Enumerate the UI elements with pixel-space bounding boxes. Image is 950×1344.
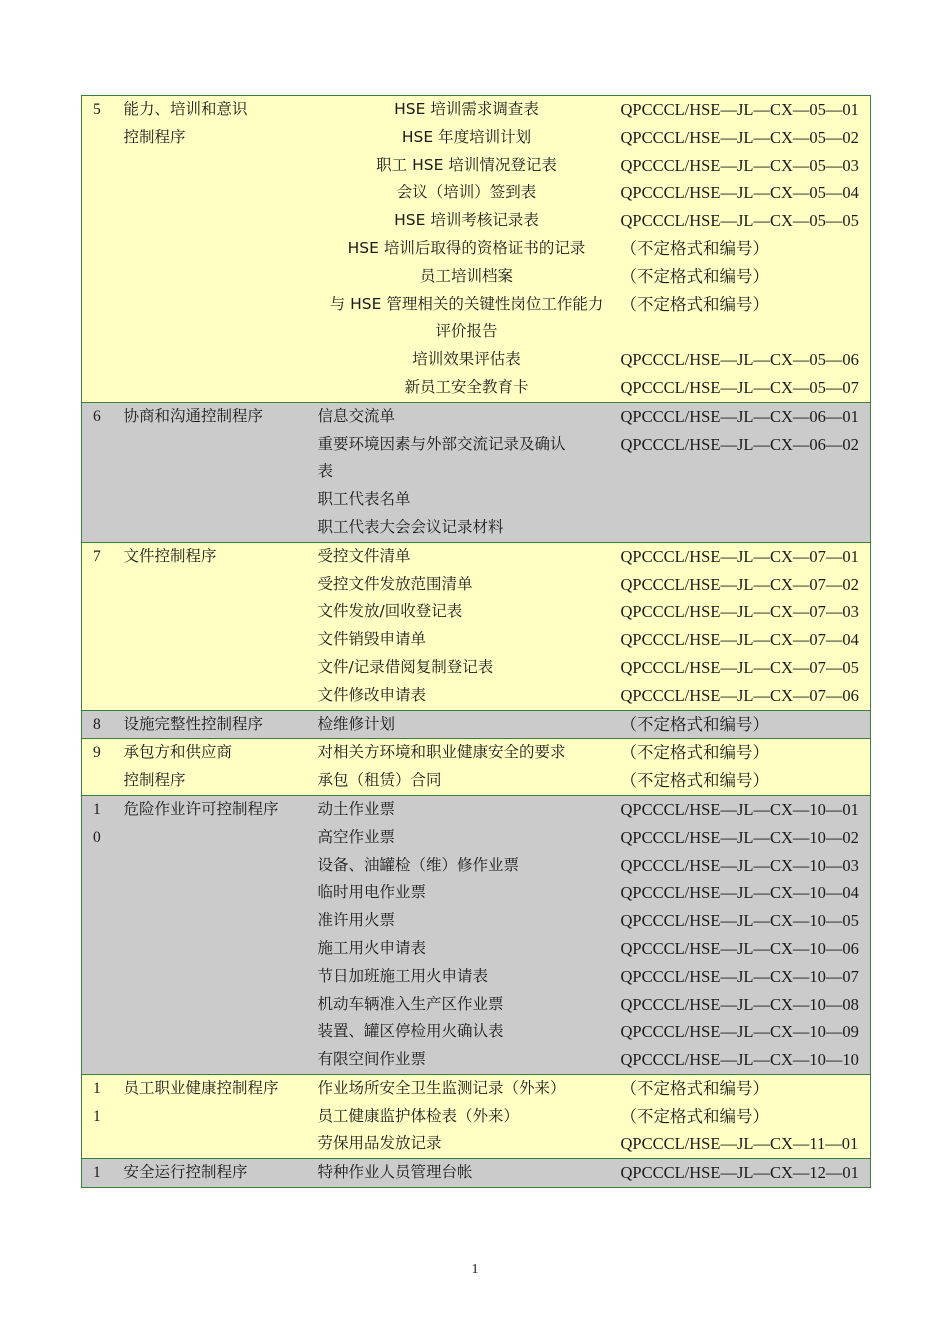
record-list-table — [81, 95, 871, 1188]
record-name: 职工代表大会会议记录材料 — [317, 517, 504, 536]
item-number-cell — [82, 1130, 122, 1158]
item-number-cell — [82, 1159, 122, 1188]
table-row — [82, 124, 871, 152]
table-row — [82, 1103, 871, 1131]
record-code: QPCCCL/HSE—JL—CX—10—04 — [620, 883, 859, 903]
item-number-cell — [82, 458, 122, 486]
item-number-cell — [82, 598, 122, 626]
record-code-cell — [619, 710, 871, 739]
table-row — [82, 852, 871, 880]
procedure-name: 文件控制程序 — [123, 546, 217, 565]
record-name-cell — [315, 402, 619, 430]
table-row — [82, 514, 871, 542]
record-name-cell — [315, 907, 619, 935]
record-name: HSE 年度培训计划 — [401, 127, 532, 146]
procedure-cell — [122, 486, 315, 514]
procedure-cell — [122, 767, 315, 795]
record-code-cell — [619, 1103, 871, 1131]
record-code-cell — [619, 346, 871, 374]
item-number-cell — [82, 542, 122, 570]
item-number-cell — [82, 963, 122, 991]
record-code: QPCCCL/HSE—JL—CX—05—04 — [620, 183, 859, 203]
table-row — [82, 739, 871, 767]
procedure-cell — [122, 963, 315, 991]
item-number-cell — [82, 124, 122, 152]
record-code: QPCCCL/HSE—JL—CX—05—03 — [620, 155, 859, 175]
record-code-cell — [619, 626, 871, 654]
record-code: QPCCCL/HSE—JL—CX—10—09 — [620, 1022, 859, 1042]
record-code-cell — [619, 598, 871, 626]
item-number-cell — [82, 654, 122, 682]
procedure-cell — [122, 626, 315, 654]
record-code-cell — [619, 235, 871, 263]
item-number-cell — [82, 991, 122, 1019]
record-name: 员工健康监护体检表（外来） — [317, 1106, 520, 1125]
table-row — [82, 318, 871, 346]
table-row — [82, 402, 871, 430]
record-name-cell — [315, 963, 619, 991]
procedure-cell — [122, 879, 315, 907]
record-code-cell — [619, 1046, 871, 1074]
item-number-cell — [82, 263, 122, 291]
record-code: （不定格式和编号） — [620, 266, 769, 286]
procedure-cell — [122, 907, 315, 935]
record-code-cell — [619, 374, 871, 402]
record-name-cell — [315, 991, 619, 1019]
procedure-cell — [122, 571, 315, 599]
record-code-cell — [619, 1159, 871, 1188]
procedure-cell — [122, 318, 315, 346]
record-name: 文件修改申请表 — [317, 685, 427, 704]
record-name: 劳保用品发放记录 — [317, 1134, 442, 1153]
table-row — [82, 1046, 871, 1074]
record-code: （不定格式和编号） — [620, 294, 769, 314]
record-code: （不定格式和编号） — [620, 771, 769, 791]
record-code — [621, 486, 871, 514]
procedure-cell — [122, 1103, 315, 1131]
table-row — [82, 179, 871, 207]
record-code-cell — [619, 291, 871, 319]
record-code-cell — [619, 96, 871, 124]
table-row — [82, 96, 871, 124]
record-code-cell — [619, 542, 871, 570]
table-row — [82, 291, 871, 319]
table-row — [82, 235, 871, 263]
record-name: 受控文件发放范围清单 — [317, 574, 473, 593]
record-name-cell — [315, 767, 619, 795]
record-name-cell — [315, 682, 619, 710]
procedure-name: 员工职业健康控制程序 — [123, 1078, 279, 1097]
record-name-cell — [315, 152, 619, 180]
record-code-cell — [619, 571, 871, 599]
procedure-cell — [122, 852, 315, 880]
table-row — [82, 907, 871, 935]
record-code-cell — [619, 458, 871, 486]
record-name-cell — [315, 179, 619, 207]
procedure-cell — [122, 654, 315, 682]
record-code: QPCCCL/HSE—JL—CX—10—02 — [620, 827, 859, 847]
procedure-cell — [122, 346, 315, 374]
item-number-cell — [82, 1046, 122, 1074]
record-name-cell — [315, 1046, 619, 1074]
record-name: 高空作业票 — [317, 827, 396, 846]
record-name-cell — [315, 879, 619, 907]
record-name-cell — [315, 318, 619, 346]
record-code: QPCCCL/HSE—JL—CX—10—08 — [620, 994, 859, 1014]
table-row — [82, 682, 871, 710]
item-number-cell — [82, 1074, 122, 1102]
record-name: 文件销毁申请单 — [317, 630, 427, 649]
table-row — [82, 346, 871, 374]
record-name-cell — [315, 124, 619, 152]
item-number-cell — [82, 207, 122, 235]
record-code-cell — [619, 654, 871, 682]
record-code: （不定格式和编号） — [620, 743, 769, 763]
procedure-cell — [122, 795, 315, 823]
record-name: 作业场所安全卫生监测记录（外来） — [317, 1078, 566, 1097]
record-code-cell — [619, 935, 871, 963]
item-number: 5 — [93, 101, 101, 118]
record-code-cell — [619, 402, 871, 430]
procedure-name: 能力、培训和意识 — [123, 100, 248, 118]
record-name-cell — [315, 235, 619, 263]
record-code: QPCCCL/HSE—JL—CX—10—05 — [620, 911, 859, 931]
item-number: 8 — [93, 715, 101, 733]
item-number-cell — [82, 739, 122, 767]
record-name-cell — [315, 291, 619, 319]
procedure-cell — [122, 207, 315, 235]
record-name-cell — [315, 571, 619, 599]
procedure-cell — [122, 374, 315, 402]
record-code-cell — [619, 1018, 871, 1046]
record-name: 评价报告 — [435, 322, 498, 341]
record-code: QPCCCL/HSE—JL—CX—10—06 — [620, 938, 859, 958]
item-number-cell — [82, 1103, 122, 1131]
procedure-cell — [122, 291, 315, 319]
table-row — [82, 1074, 871, 1102]
procedure-cell — [122, 235, 315, 263]
record-name: 与 HSE 管理相关的关键性岗位工作能力 — [329, 294, 604, 313]
table-body — [82, 96, 871, 1188]
record-name: 新员工安全教育卡 — [404, 377, 529, 396]
record-name-cell — [315, 935, 619, 963]
record-name: 会议（培训）签到表 — [396, 183, 537, 202]
procedure-cell — [122, 1159, 315, 1188]
record-name: 检维修计划 — [317, 714, 396, 733]
record-code: QPCCCL/HSE—JL—CX—05—07 — [620, 377, 859, 397]
table-row — [82, 263, 871, 291]
record-name-cell — [315, 795, 619, 823]
procedure-cell — [122, 179, 315, 207]
procedure-cell — [122, 542, 315, 570]
table-row — [82, 431, 871, 459]
record-code: （不定格式和编号） — [620, 714, 769, 734]
record-code: QPCCCL/HSE—JL—CX—05—06 — [620, 350, 859, 370]
record-code: QPCCCL/HSE—JL—CX—07—04 — [620, 630, 859, 650]
procedure-cell — [122, 598, 315, 626]
record-name: HSE 培训后取得的资格证书的记录 — [347, 238, 586, 257]
record-name: 特种作业人员管理台帐 — [317, 1163, 473, 1182]
table-row — [82, 1130, 871, 1158]
record-name-cell — [315, 1018, 619, 1046]
procedure-cell — [122, 263, 315, 291]
procedure-name: 危险作业许可控制程序 — [123, 799, 279, 818]
record-code: QPCCCL/HSE—JL—CX—12—01 — [620, 1163, 859, 1183]
record-name-cell — [315, 486, 619, 514]
table-row — [82, 571, 871, 599]
record-code-cell — [619, 879, 871, 907]
table-row — [82, 458, 871, 486]
procedure-cell — [122, 824, 315, 852]
procedure-cell — [122, 124, 315, 152]
table-row — [82, 626, 871, 654]
record-code-cell — [619, 1130, 871, 1158]
item-number-cell — [82, 626, 122, 654]
table-row — [82, 767, 871, 795]
record-name: 信息交流单 — [317, 406, 396, 425]
item-number: 9 — [93, 744, 101, 762]
record-code: QPCCCL/HSE—JL—CX—10—01 — [620, 799, 859, 819]
record-name: 动土作业票 — [317, 799, 396, 818]
record-name: 职工 HSE 培训情况登记表 — [376, 155, 557, 174]
record-code-cell — [619, 207, 871, 235]
record-name-cell — [315, 1074, 619, 1102]
record-name: 重要环境因素与外部交流记录及确认 — [317, 434, 566, 453]
record-code: （不定格式和编号） — [620, 238, 769, 258]
procedure-cell — [122, 710, 315, 739]
item-number: 7 — [93, 547, 101, 565]
record-name: 员工培训档案 — [419, 266, 513, 285]
item-number-cell — [82, 152, 122, 180]
procedure-name: 承包方和供应商 — [123, 743, 233, 762]
record-code: （不定格式和编号） — [620, 1078, 769, 1098]
item-number-cell — [82, 795, 122, 823]
record-name-cell — [315, 207, 619, 235]
item-number-cell — [82, 96, 122, 124]
record-name: 设备、油罐检（维）修作业票 — [317, 855, 520, 874]
record-code: QPCCCL/HSE—JL—CX—07—05 — [620, 657, 859, 677]
record-name-cell — [315, 458, 619, 486]
item-number: 1 — [93, 1079, 101, 1097]
table-row — [82, 1018, 871, 1046]
record-code: QPCCCL/HSE—JL—CX—07—02 — [620, 574, 859, 594]
record-name: 准许用火票 — [317, 911, 396, 930]
record-name: 文件/记录借阅复制登记表 — [317, 657, 494, 676]
item-number: 1 — [93, 1164, 101, 1182]
item-number-cell — [82, 374, 122, 402]
record-name-cell — [315, 654, 619, 682]
item-number-cell — [82, 682, 122, 710]
record-name-cell — [315, 374, 619, 402]
record-name: 承包（租赁）合同 — [317, 771, 442, 790]
table-row — [82, 207, 871, 235]
record-code-cell — [619, 824, 871, 852]
table-row — [82, 542, 871, 570]
item-number-cell — [82, 935, 122, 963]
record-code-cell — [619, 124, 871, 152]
record-name-cell — [315, 431, 619, 459]
record-name-cell — [315, 1130, 619, 1158]
table-row — [82, 374, 871, 402]
item-number-cell — [82, 879, 122, 907]
table-row — [82, 710, 871, 739]
record-name: 施工用火申请表 — [317, 938, 427, 957]
table-row — [82, 935, 871, 963]
item-number-cell — [82, 486, 122, 514]
item-number-cell — [82, 571, 122, 599]
table-row — [82, 1159, 871, 1188]
procedure-cell — [122, 1130, 315, 1158]
record-code: （不定格式和编号） — [620, 1106, 769, 1126]
record-name: 装置、罐区停检用火确认表 — [317, 1022, 504, 1041]
item-number-cell — [82, 1018, 122, 1046]
record-name-cell — [315, 626, 619, 654]
record-name: HSE 培训需求调查表 — [394, 100, 539, 118]
item-number-cell — [82, 767, 122, 795]
record-code-cell — [619, 991, 871, 1019]
record-name-cell — [315, 263, 619, 291]
record-name-cell — [315, 598, 619, 626]
table-row — [82, 598, 871, 626]
record-code: QPCCCL/HSE—JL—CX—10—03 — [620, 855, 859, 875]
record-name: 职工代表名单 — [317, 490, 411, 509]
record-code: QPCCCL/HSE—JL—CX—11—01 — [620, 1134, 859, 1154]
procedure-cell — [122, 431, 315, 459]
table-row — [82, 486, 871, 514]
item-number-cell — [82, 179, 122, 207]
record-code-cell — [619, 682, 871, 710]
record-code-cell — [619, 514, 871, 542]
item-number-cell — [82, 291, 122, 319]
record-name: 有限空间作业票 — [317, 1050, 427, 1069]
record-code-cell — [619, 152, 871, 180]
record-name: 受控文件清单 — [317, 546, 411, 565]
record-code: QPCCCL/HSE—JL—CX—07—03 — [620, 602, 859, 622]
item-number-cell — [82, 346, 122, 374]
record-code: QPCCCL/HSE—JL—CX—07—06 — [620, 685, 859, 705]
record-code: QPCCCL/HSE—JL—CX—06—02 — [620, 434, 859, 454]
procedure-cell — [122, 96, 315, 124]
item-number-cell — [82, 824, 122, 852]
record-name: HSE 培训考核记录表 — [394, 211, 539, 230]
procedure-name: 安全运行控制程序 — [123, 1163, 248, 1182]
record-code-cell — [619, 431, 871, 459]
item-number-cell — [82, 907, 122, 935]
table-row — [82, 152, 871, 180]
record-code: QPCCCL/HSE—JL—CX—05—02 — [620, 127, 859, 147]
record-name-cell — [315, 1159, 619, 1188]
record-name: 文件发放/回收登记表 — [317, 602, 463, 621]
record-name-cell — [315, 96, 619, 124]
procedure-name: 协商和沟通控制程序 — [123, 406, 264, 425]
record-name-cell — [315, 852, 619, 880]
procedure-cell — [122, 935, 315, 963]
procedure-cell — [122, 991, 315, 1019]
record-code-cell — [619, 907, 871, 935]
record-name: 节日加班施工用火申请表 — [317, 966, 489, 985]
item-number-cell — [82, 710, 122, 739]
record-name-cell — [315, 710, 619, 739]
item-number-cell — [82, 852, 122, 880]
procedure-cell — [122, 739, 315, 767]
procedure-cell — [122, 152, 315, 180]
item-number: 0 — [93, 828, 101, 846]
record-code — [621, 514, 871, 542]
table-row — [82, 824, 871, 852]
page-number: 1 — [471, 1262, 479, 1277]
item-number-cell — [82, 235, 122, 263]
record-code-cell — [619, 795, 871, 823]
record-code: QPCCCL/HSE—JL—CX—05—05 — [620, 211, 859, 231]
table-row — [82, 963, 871, 991]
record-name-cell — [315, 1103, 619, 1131]
record-code: QPCCCL/HSE—JL—CX—10—07 — [620, 966, 859, 986]
record-code-cell — [619, 263, 871, 291]
record-name-cell — [315, 739, 619, 767]
item-number: 6 — [93, 407, 101, 425]
record-code: QPCCCL/HSE—JL—CX—10—10 — [620, 1050, 859, 1070]
record-name: 培训效果评估表 — [412, 350, 521, 369]
record-name: 对相关方环境和职业健康安全的要求 — [317, 743, 566, 762]
record-code-cell — [619, 852, 871, 880]
procedure-cell — [122, 682, 315, 710]
record-code: QPCCCL/HSE—JL—CX—05—01 — [620, 100, 859, 119]
record-code-cell — [619, 1074, 871, 1102]
record-code: QPCCCL/HSE—JL—CX—06—01 — [620, 406, 859, 426]
record-code-cell — [619, 486, 871, 514]
procedure-name: 控制程序 — [123, 771, 186, 790]
procedure-cell — [122, 1074, 315, 1102]
record-code-cell — [619, 767, 871, 795]
table-row — [82, 879, 871, 907]
procedure-cell — [122, 1018, 315, 1046]
record-name-cell — [315, 542, 619, 570]
record-name: 机动车辆准入生产区作业票 — [317, 994, 504, 1013]
record-code-cell — [619, 739, 871, 767]
record-name-cell — [315, 824, 619, 852]
item-number-cell — [82, 431, 122, 459]
procedure-name: 设施完整性控制程序 — [123, 714, 264, 733]
record-code-cell — [619, 318, 871, 346]
procedure-name: 控制程序 — [123, 127, 186, 146]
procedure-cell — [122, 402, 315, 430]
item-number-cell — [82, 514, 122, 542]
record-name-cell — [315, 514, 619, 542]
item-number: 1 — [93, 1107, 101, 1125]
procedure-cell — [122, 458, 315, 486]
item-number-cell — [82, 402, 122, 430]
record-code-cell — [619, 179, 871, 207]
item-number-cell — [82, 318, 122, 346]
record-name-cell — [315, 346, 619, 374]
procedure-cell — [122, 1046, 315, 1074]
table-row — [82, 654, 871, 682]
item-number: 1 — [93, 800, 101, 818]
record-code: QPCCCL/HSE—JL—CX—07—01 — [620, 546, 859, 566]
record-code-cell — [619, 963, 871, 991]
procedure-cell — [122, 514, 315, 542]
table-row — [82, 795, 871, 823]
table-row — [82, 991, 871, 1019]
record-name: 临时用电作业票 — [317, 883, 427, 902]
record-name: 表 — [317, 462, 334, 481]
